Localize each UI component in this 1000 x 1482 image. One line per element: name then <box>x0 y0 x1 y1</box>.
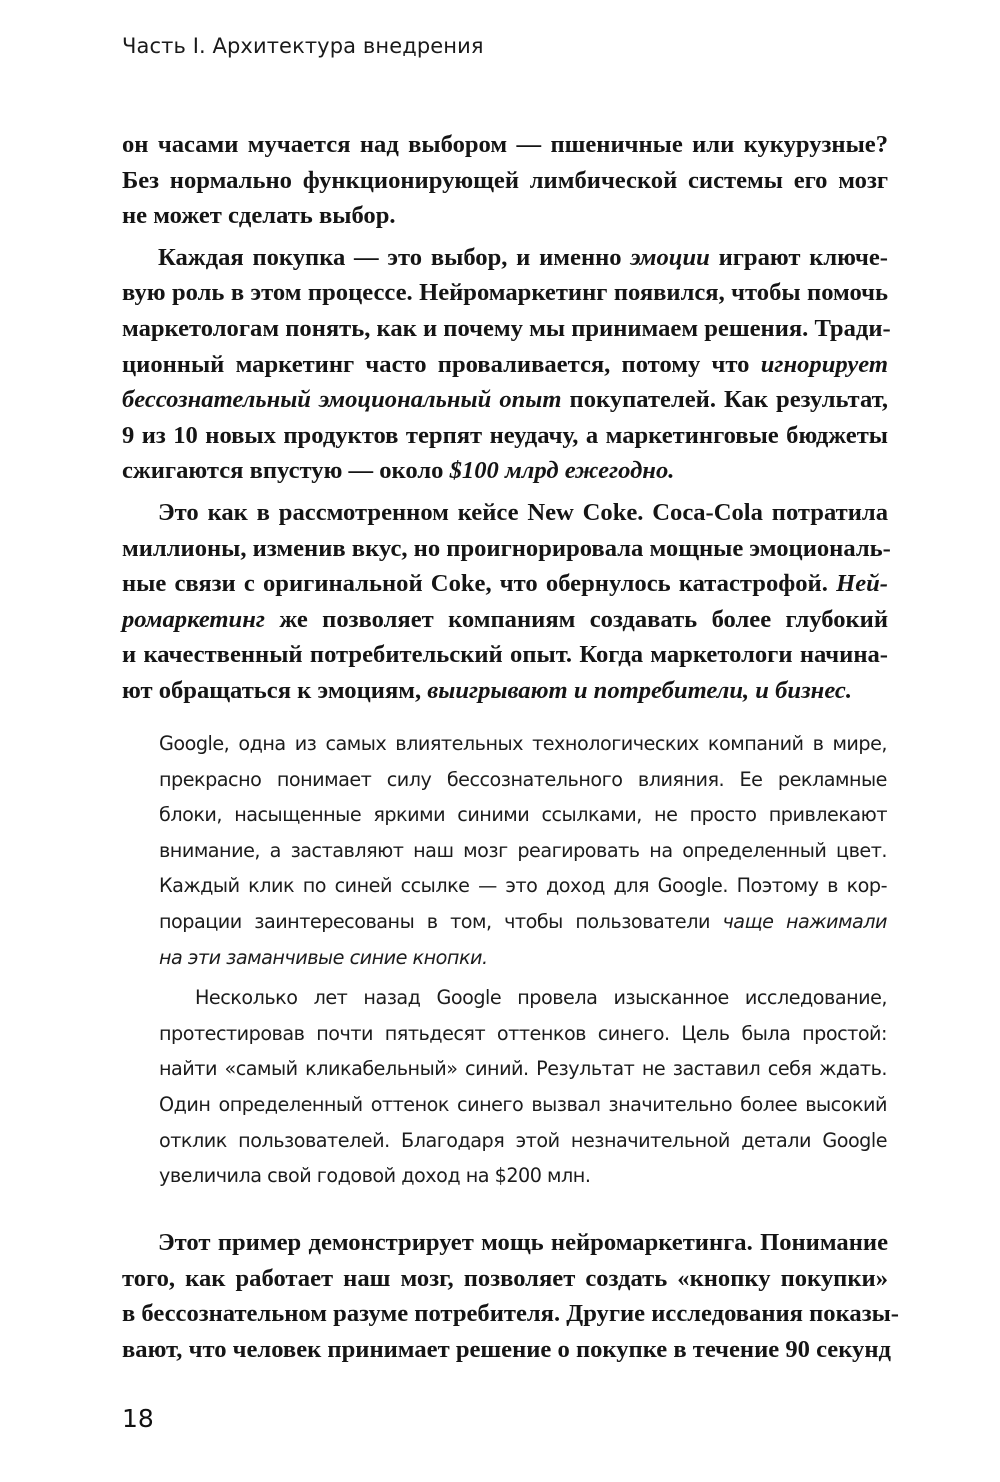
running-header: Часть I. Архитектура внедрения <box>122 34 484 58</box>
text-line: Каждый клик по синей ссылке — это доход для Google. Поэтому в кор- <box>159 874 887 898</box>
emphasis: выигрывают и потребители, и бизнес. <box>427 676 852 704</box>
text-line: увеличила свой годовой доход на $200 млн. <box>159 1164 591 1188</box>
text-line: не может сделать выбор. <box>122 202 396 230</box>
text-line <box>122 673 888 709</box>
text-run: ные связи с оригинальной Coke, что обернулось катастрофой. <box>122 570 837 598</box>
text-run: покупателей. Как результат, <box>561 386 888 414</box>
emphasis: эмоции <box>630 243 710 271</box>
text-line <box>159 904 887 940</box>
text-line <box>122 240 888 276</box>
text-line: Без нормально функционирующей лимбической системы его мозг <box>122 166 888 194</box>
text-line: блоки, насыщенные яркими синими ссылками, не просто привлекают <box>159 803 887 827</box>
text-line: протестировав почти пятьдесят оттенков синего. Цель была простой: <box>159 1021 887 1045</box>
text-line: в бессознательном разуме потребителя. Другие исследования показы- <box>122 1300 899 1328</box>
paragraph-2 <box>122 240 891 489</box>
text-line: Это как в рассмотренном кейсе New Coke. Coca-Cola потратила <box>158 498 888 526</box>
text-run: сжигаются впустую — около <box>122 457 450 485</box>
text-line: и качественный потребительский опыт. Когда маркетологи начина- <box>122 641 888 669</box>
text-run: ют обращаться к эмоциям, <box>122 676 428 704</box>
text-line: вую роль в этом процессе. Нейромаркетинг появился, чтобы помочь <box>122 279 888 307</box>
page-number: 18 <box>122 1404 154 1433</box>
text-run: ционный маркетинг часто проваливается, потому что <box>122 350 761 378</box>
text-line <box>122 602 888 638</box>
emphasis: бессознательный эмоциональный опыт <box>122 386 562 414</box>
sidebar-paragraph-1 <box>159 726 887 975</box>
text-line: прекрасно понимает силу бессознательного влияния. Ее рекламные <box>159 767 887 791</box>
text-line: он часами мучается над выбором — пшеничные или кукурузные? <box>122 131 888 158</box>
text-line: Один определенный оттенок синего вызвал значительно более высокий <box>159 1092 887 1116</box>
text-line: найти «самый кликабельный» синий. Результат не заставил себя ждать. <box>159 1057 887 1081</box>
sidebar-paragraph-2 <box>159 980 887 1194</box>
emphasis: $100 млрд ежегодно. <box>449 457 675 485</box>
emphasis: ромаркетинг <box>122 605 265 633</box>
text-line: отклик пользователей. Благодаря этой незначительной детали Google <box>159 1128 887 1152</box>
text-line: Несколько лет назад Google провела изысканное исследование, <box>195 986 887 1010</box>
text-line <box>122 382 888 418</box>
text-run: порации заинтересованы в том, чтобы пользователи <box>159 909 723 933</box>
text-line: маркетологам понять, как и почему мы принимаем решения. Тради- <box>122 314 891 342</box>
text-run: Каждая покупка — это выбор, и именно <box>158 243 631 271</box>
text-line: миллионы, изменив вкус, но проигнорировала мощные эмоциональ- <box>122 534 891 562</box>
emphasis: на эти заманчивые синие кнопки. <box>159 945 488 969</box>
emphasis: игнорирует <box>760 350 888 378</box>
paragraph-4 <box>122 1225 899 1367</box>
text-run: играют ключе- <box>709 243 888 271</box>
text-line: Этот пример демонстрирует мощь нейромаркетинга. Понимание <box>158 1229 888 1256</box>
emphasis: Ней- <box>836 570 888 598</box>
text-line <box>159 940 887 976</box>
text-line <box>122 347 888 383</box>
paragraph-3 <box>122 495 891 709</box>
text-line <box>122 453 888 489</box>
text-line: 9 из 10 новых продуктов терпят неудачу, а маркетинговые бюджеты <box>122 421 888 449</box>
main-text-bottom <box>122 1225 899 1367</box>
text-line: вают, что человек принимает решение о покупке в течение 90 секунд <box>122 1335 891 1363</box>
text-line: внимание, а заставляют наш мозг реагировать на определенный цвет. <box>159 838 887 862</box>
paragraph-1 <box>122 127 888 234</box>
text-line <box>122 566 888 602</box>
text-line: Google, одна из самых влиятельных технологических компаний в мире, <box>159 732 887 755</box>
emphasis: чаще нажимали <box>722 909 887 933</box>
text-run: же позволяет компаниям создавать более глубокий <box>264 605 888 633</box>
main-text-top <box>122 127 891 709</box>
text-line: того, как работает наш мозг, позволяет создать «кнопку покупки» <box>122 1264 888 1292</box>
sidebar-case-study <box>159 726 887 1194</box>
